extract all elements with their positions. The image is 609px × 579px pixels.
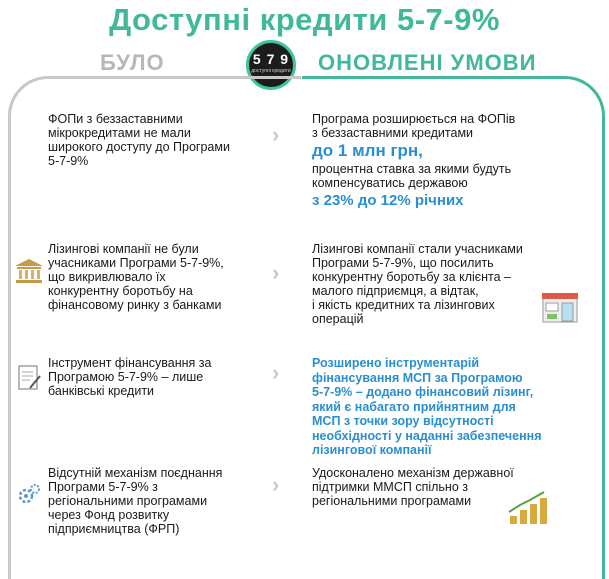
header-before: БУЛО xyxy=(100,50,165,75)
row-2-arrow: › xyxy=(272,260,280,285)
row-3-arrow: › xyxy=(272,360,280,385)
row-1-after: Програма розширюється на ФОПів з беззаставними кредитами до 1 млн грн, процентна ставка за якими будуть компенсуватись державою з 23% до 12% річних xyxy=(312,112,515,212)
row-3-before: Інструмент фінансування за Програмою 5-7-9% – лише банківські кредити xyxy=(48,356,212,398)
shop-icon xyxy=(540,290,580,329)
logo-caption: доступні кредити xyxy=(251,68,291,74)
row-1-highlight-rate: з 23% до 12% річних xyxy=(312,192,464,209)
row-4-before: Відсутній механізм поєднання Програми 5-7-9% з регіональними програмами через Фонд розвитку підприємництва (ФРП) xyxy=(48,466,223,536)
page-title: Доступні кредити 5-7-9% xyxy=(109,2,500,37)
row-1-before: ФОПи з беззаставними мікрокредитами не мали широкого доступу до Програми 5-7-9% xyxy=(48,112,230,168)
header-after: ОНОВЛЕНІ УМОВИ xyxy=(318,50,537,75)
row-4-after: Удосконалено механізм державної підтримки ММСП спільно з регіональними програмами xyxy=(312,466,514,508)
coins-growth-icon xyxy=(506,490,550,531)
gears-icon xyxy=(16,482,42,513)
row-1-highlight-amount: до 1 млн грн, xyxy=(312,141,423,160)
row-1-arrow: › xyxy=(272,122,280,147)
row-4-arrow: › xyxy=(272,472,280,497)
row-3-after: Розширено інструментарій фінансування МСП за Програмою 5-7-9% – додано фінансовий лізинг, який є набагато прийнятним для МСП з точки зору відсутності необхідності у наданні забезпечення лізингової компанії xyxy=(312,356,542,457)
bank-icon xyxy=(14,258,44,289)
logo-number: 5 7 9 xyxy=(252,51,290,67)
row-2-after: Лізингові компанії стали учасниками Програми 5-7-9%, що посилить конкурентну боротьбу за клієнта – малого підприємця, а відтак, і якість кредитних та лізингових операцій xyxy=(312,242,523,326)
document-icon xyxy=(16,364,42,397)
row-2-before: Лізингові компанії не були учасниками Програми 5-7-9%, що викривлювало їх конкурентну боротьбу на фінансовому ринку з банками xyxy=(48,242,224,312)
